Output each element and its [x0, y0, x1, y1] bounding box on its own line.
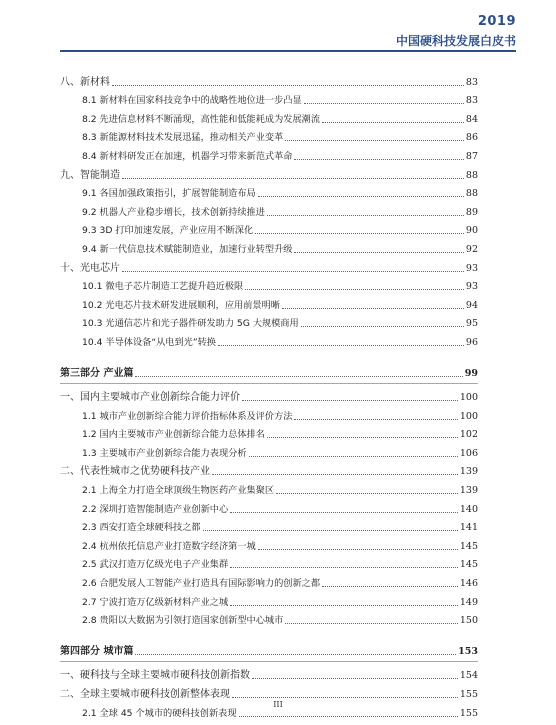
toc-leader — [249, 456, 458, 457]
toc-label: 1.1 城市产业创新综合能力评价指标体系及评价方法 — [82, 410, 293, 422]
toc-page: 139 — [459, 466, 478, 478]
toc-leader — [135, 376, 462, 377]
toc-page: 94 — [465, 299, 478, 311]
toc-label: 10.2 光电芯片技术研发进展顺利，应用前景明晰 — [82, 299, 280, 311]
toc-section — [60, 571, 478, 590]
toc-label: 2.7 宁波打造万亿级新材料产业之城 — [82, 596, 229, 608]
toc-label: 9.3 3D 打印加速发展，产业应用不断深化 — [82, 225, 254, 237]
toc-chapter — [60, 682, 478, 701]
toc-page: 88 — [465, 169, 478, 181]
toc-label: 2.5 武汉打造万亿级光电子产业集群 — [82, 559, 229, 571]
toc-label: 8.3 新能源材料技术发展迅猛，推动相关产业变革 — [82, 132, 284, 144]
toc-label: 10.3 光通信芯片和光子器件研发助力 5G 大规模商用 — [82, 318, 299, 330]
header-title: 中国硬科技发展白皮书 — [395, 34, 516, 48]
toc-label: 10.1 微电子芯片制造工艺提升趋近极限 — [82, 281, 244, 293]
toc-chapter — [60, 386, 478, 405]
toc-leader — [232, 697, 458, 698]
toc-label: 9.2 机器人产业稳步增长，技术创新持续推进 — [82, 206, 265, 218]
toc-section — [60, 293, 478, 312]
part-divider — [60, 383, 478, 384]
toc-section — [60, 423, 478, 442]
header-year: 2019 — [477, 14, 516, 29]
toc-section — [60, 590, 478, 609]
toc-page: 83 — [465, 95, 478, 107]
toc-page: 139 — [459, 485, 478, 497]
toc-section — [60, 497, 478, 516]
toc-section — [60, 404, 478, 423]
toc-label: 2.3 西安打造全球硬科技之都 — [82, 522, 201, 534]
toc-label: 八、新材料 — [60, 76, 110, 88]
toc-section — [60, 89, 478, 108]
toc-chapter — [60, 256, 478, 275]
toc-page: 93 — [465, 281, 478, 293]
toc-part — [60, 361, 478, 380]
toc-leader — [203, 530, 458, 531]
toc-page: 150 — [459, 615, 478, 627]
toc-leader — [230, 512, 458, 513]
toc-page: 83 — [465, 76, 478, 88]
toc-leader — [230, 567, 458, 568]
toc-section — [60, 330, 478, 349]
toc-label: 10.4 半导体设备“从电到光”转换 — [82, 336, 216, 348]
toc-page: 155 — [459, 689, 478, 700]
toc-section — [60, 275, 478, 294]
toc-label: 8.4 新材料研发正在加速，机器学习带来新范式革命 — [82, 150, 293, 162]
toc-section — [60, 534, 478, 553]
toc-label: 2.1 全球 45 个城市的硬科技创新表现 — [82, 707, 237, 719]
toc-label: 第三部分 产业篇 — [60, 367, 134, 379]
toc-label: 2.1 上海全力打造全球顶级生物医药产业集聚区 — [82, 485, 275, 497]
toc-page: 149 — [459, 596, 478, 608]
toc-leader — [242, 400, 458, 401]
toc-section — [60, 441, 478, 460]
toc-page: 145 — [459, 559, 478, 571]
toc-leader — [304, 103, 464, 104]
toc-section — [60, 553, 478, 572]
toc-section — [60, 107, 478, 126]
toc-section — [60, 609, 478, 628]
toc-page: 86 — [465, 132, 478, 144]
toc-leader — [285, 140, 464, 141]
toc-section — [60, 237, 478, 256]
toc-leader — [252, 678, 458, 679]
toc-page: 155 — [459, 707, 478, 719]
toc-page: 84 — [465, 113, 478, 125]
toc-leader — [239, 716, 458, 717]
toc-chapter — [60, 70, 478, 89]
toc-page: 90 — [465, 225, 478, 237]
toc-label: 8.1 新材料在国家科技竞争中的战略性地位进一步凸显 — [82, 95, 302, 107]
toc-page: 99 — [464, 367, 478, 379]
toc-page: 87 — [465, 150, 478, 162]
toc-page: 153 — [458, 645, 478, 657]
toc-leader — [230, 605, 458, 606]
toc-section — [60, 144, 478, 163]
toc-leader — [301, 326, 464, 327]
toc-section — [60, 516, 478, 535]
toc-page: 93 — [465, 262, 478, 274]
toc-label: 十、光电芯片 — [60, 262, 120, 274]
toc-leader — [135, 654, 456, 655]
toc-label: 二、全球主要城市硬科技创新整体表现 — [60, 689, 230, 700]
toc-page: 154 — [459, 670, 478, 682]
toc-page: 145 — [459, 540, 478, 552]
toc-label: 2.2 深圳打造智能制造产业创新中心 — [82, 503, 229, 515]
toc-section — [60, 182, 478, 201]
toc-leader — [255, 233, 464, 234]
toc-section — [60, 478, 478, 497]
toc-page: 96 — [465, 336, 478, 348]
toc-section — [60, 219, 478, 238]
toc-leader — [285, 623, 458, 624]
toc-page: 95 — [465, 318, 478, 330]
toc-section — [60, 312, 478, 331]
toc-leader — [245, 289, 464, 290]
page-number: III — [273, 700, 283, 709]
toc-page: 88 — [465, 188, 478, 200]
toc-label: 一、硬科技与全球主要城市硬科技创新指数 — [60, 670, 250, 682]
spacer — [60, 349, 478, 361]
toc-leader — [294, 159, 463, 160]
toc-page: 89 — [465, 206, 478, 218]
toc-label: 第四部分 城市篇 — [60, 645, 134, 657]
toc-label: 二、代表性城市之优势硬科技产业 — [60, 466, 210, 478]
table-of-contents — [60, 70, 478, 720]
toc-label: 9.4 新一代信息技术赋能制造业，加速行业转型升级 — [82, 243, 293, 255]
toc-chapter — [60, 460, 478, 479]
toc-chapter — [60, 664, 478, 683]
toc-leader — [322, 122, 464, 123]
toc-label: 9.1 各国加强政策指引，扩展智能制造布局 — [82, 188, 256, 200]
toc-leader — [212, 474, 458, 475]
toc-label: 2.4 杭州依托信息产业打造数字经济第一城 — [82, 540, 256, 552]
toc-label: 一、国内主要城市产业创新综合能力评价 — [60, 392, 240, 404]
toc-leader — [258, 196, 464, 197]
toc-leader — [112, 85, 464, 86]
toc-label: 1.2 国内主要城市产业创新综合能力总体排名 — [82, 429, 265, 441]
toc-section — [60, 200, 478, 219]
spacer — [60, 627, 478, 639]
toc-page: 141 — [459, 522, 478, 534]
toc-label: 2.8 贵阳以大数据为引领打造国家创新型中心城市 — [82, 615, 284, 627]
toc-leader — [267, 215, 464, 216]
toc-chapter — [60, 163, 478, 182]
part-divider — [60, 661, 478, 662]
toc-label: 1.3 主要城市产业创新综合能力表现分析 — [82, 447, 247, 459]
toc-section — [60, 126, 478, 145]
toc-page: 146 — [459, 578, 478, 590]
toc-label: 九、智能制造 — [60, 169, 120, 181]
toc-part — [60, 639, 478, 658]
toc-page: 100 — [459, 410, 478, 422]
toc-page: 92 — [465, 243, 478, 255]
toc-leader — [294, 252, 463, 253]
toc-leader — [294, 419, 457, 420]
toc-leader — [122, 271, 464, 272]
toc-leader — [122, 178, 464, 179]
toc-page: 100 — [459, 392, 478, 404]
toc-leader — [322, 586, 458, 587]
toc-page: 102 — [459, 429, 478, 441]
toc-leader — [276, 493, 458, 494]
toc-leader — [258, 549, 458, 550]
toc-leader — [218, 345, 464, 346]
toc-label: 2.6 合肥发展人工智能产业打造具有国际影响力的创新之都 — [82, 578, 321, 590]
toc-leader — [282, 308, 464, 309]
toc-leader — [267, 437, 458, 438]
toc-page: 140 — [459, 503, 478, 515]
toc-label: 8.2 先进信息材料不断涌现，高性能和低能耗成为发展潮流 — [82, 113, 321, 125]
header-divider — [60, 50, 516, 52]
toc-page: 106 — [459, 447, 478, 459]
